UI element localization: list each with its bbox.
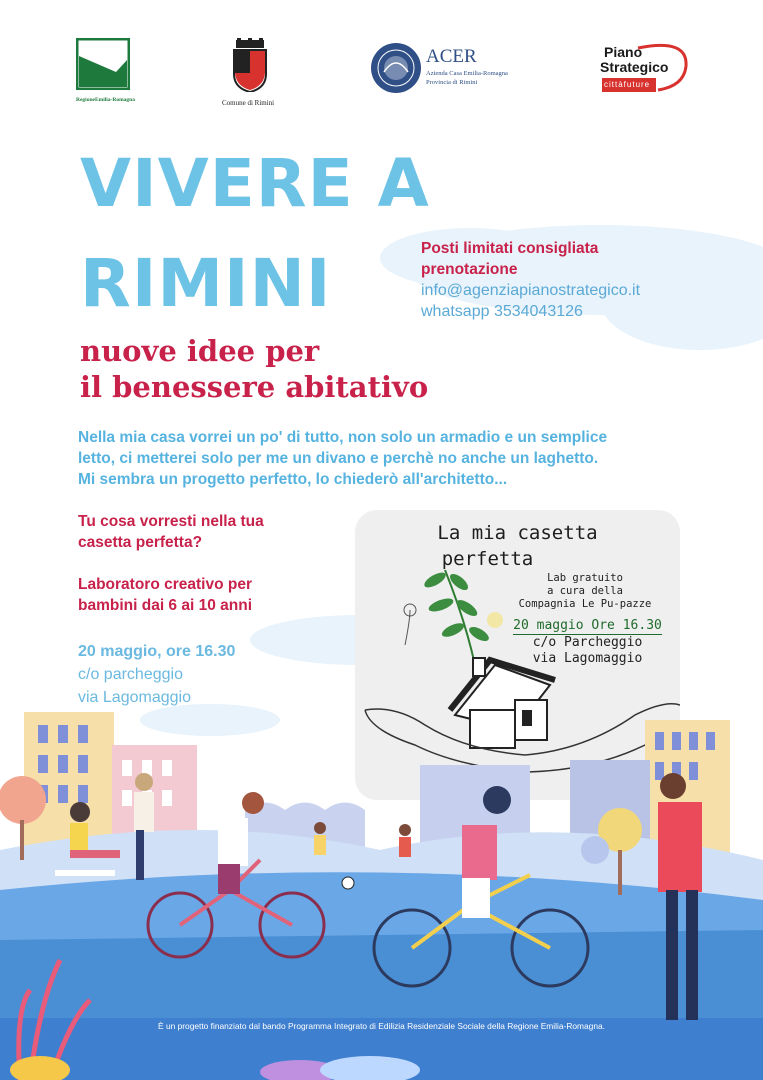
contact-whatsapp[interactable]: whatsapp 3534043126 bbox=[421, 303, 583, 320]
regione-logo bbox=[76, 38, 135, 103]
subtitle bbox=[80, 333, 428, 405]
booking-info bbox=[421, 238, 640, 322]
acer-line-2: Provincia di Rimini bbox=[426, 79, 478, 86]
title-line-2: RIMINI bbox=[80, 245, 332, 322]
card-place-2: via Lagomaggio bbox=[532, 651, 643, 666]
card-title-line-2: perfetta bbox=[441, 548, 534, 570]
acer-name: ACER bbox=[426, 46, 477, 67]
question-line-1: Tu cosa vorresti nella tua bbox=[78, 513, 264, 530]
workshop-question bbox=[78, 511, 264, 616]
page-title bbox=[80, 134, 430, 334]
acer-seal-icon bbox=[370, 42, 422, 94]
rimini-crest-icon bbox=[220, 38, 280, 92]
piano-line-2: Strategico bbox=[600, 59, 669, 75]
card-date bbox=[500, 618, 675, 667]
question-line-4: bambini dai 6 ai 10 anni bbox=[78, 597, 252, 614]
card-sub-3: Compagnia Le Pu-pazze bbox=[518, 598, 652, 610]
event-date: 20 maggio, ore 16.30 bbox=[78, 643, 236, 660]
booking-line-2: prenotazione bbox=[421, 261, 518, 278]
comune-logo bbox=[220, 38, 280, 106]
event-place-1: c/o parcheggio bbox=[78, 666, 183, 683]
card-place-1: c/o Parcheggio bbox=[532, 635, 643, 650]
card-title-line-1: La mia casetta bbox=[437, 522, 598, 544]
card-sub-2: a cura della bbox=[547, 585, 623, 597]
title-line-1: VIVERE A bbox=[80, 145, 430, 222]
card-title bbox=[355, 520, 680, 572]
event-place-2: via Lagomaggio bbox=[78, 689, 191, 706]
question-line-2: casetta perfetta? bbox=[78, 534, 203, 551]
subtitle-line-1: nuove idee per bbox=[80, 334, 320, 368]
intro-line-2: letto, ci metterei solo per me un divano e perchè no anche un laghetto. bbox=[78, 450, 599, 467]
card-subtitle bbox=[505, 572, 665, 611]
acer-line-1: Azienda Casa Emilia-Romagna bbox=[426, 70, 508, 77]
intro-text bbox=[78, 427, 718, 490]
question-line-3: Laboratoro creativo per bbox=[78, 576, 252, 593]
event-details bbox=[78, 640, 235, 709]
piano-line-3: cittàfuture bbox=[604, 80, 651, 89]
intro-line-1: Nella mia casa vorrei un po' di tutto, non solo un armadio e un semplice bbox=[78, 429, 608, 446]
card-sub-1: Lab gratuito bbox=[547, 572, 623, 584]
card-date-line: 20 maggio Ore 16.30 bbox=[513, 618, 662, 633]
comune-label: Comune di Rimini bbox=[222, 99, 275, 107]
intro-line-3: Mi sembra un progetto perfetto, lo chiederò all'architetto... bbox=[78, 471, 508, 488]
acer-logo bbox=[370, 42, 520, 94]
piano-line-1: Piano bbox=[604, 44, 643, 60]
booking-line-1: Posti limitati consigliata bbox=[421, 240, 599, 257]
regione-label: RegioneEmilia-Romagna bbox=[76, 97, 135, 103]
subtitle-line-2: il benessere abitativo bbox=[80, 370, 429, 404]
regione-logo-icon bbox=[76, 38, 130, 90]
footer-note: È un progetto finanziato dal bando Programma Integrato di Edilizia Residenziale Sociale della Regione Emilia-Romagna. bbox=[158, 1021, 605, 1031]
piano-strategico-logo bbox=[598, 42, 690, 96]
contact-email[interactable]: info@agenziapianostrategico.it bbox=[421, 282, 641, 299]
